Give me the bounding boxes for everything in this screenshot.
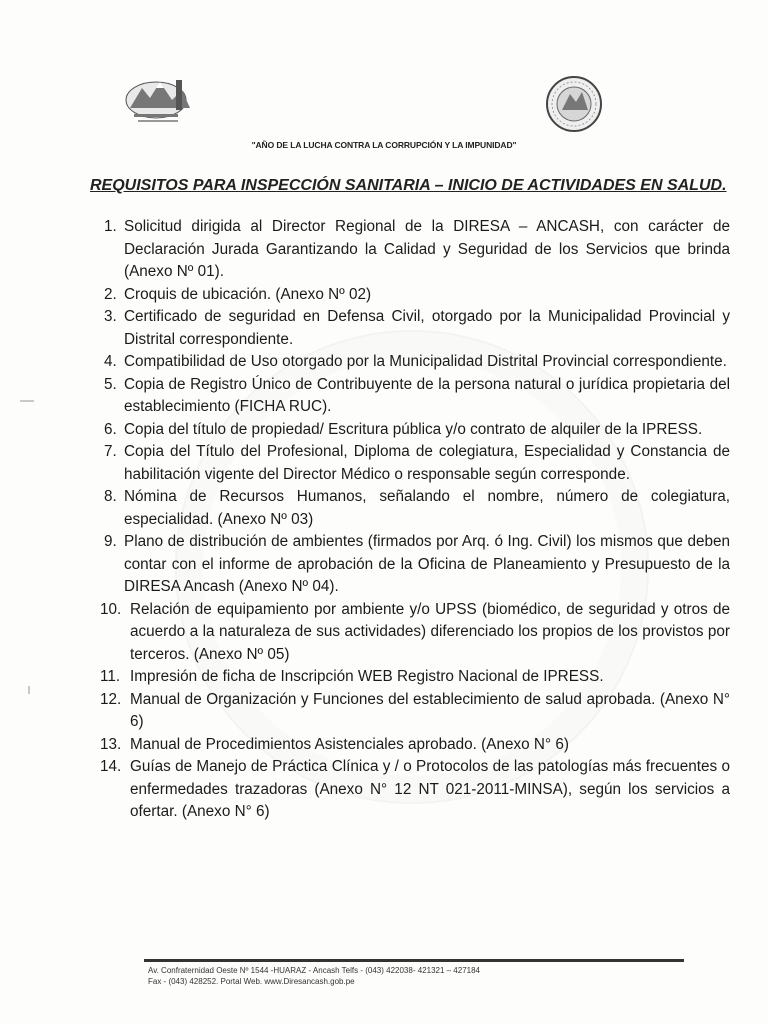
list-item	[98, 306, 730, 351]
item-number: 14.	[100, 758, 122, 775]
item-text: Relación de equipamiento por ambiente y/o UPSS (biomédico, de seguridad y otros de acuerdo a la naturaleza de sus actividades) diferenciado los propios de los provistos por terceros. (Anexo Nº 05)	[130, 600, 730, 663]
item-text: Manual de Organización y Funciones del establecimiento de salud aprobada. (Anexo N° 6)	[130, 690, 730, 730]
scan-mark	[20, 400, 34, 402]
item-text: Manual de Procedimientos Asistenciales aprobado. (Anexo N° 6)	[130, 735, 569, 753]
item-text: Plano de distribución de ambientes (firmados por Arq. ó Ing. Civil) los mismos que deben contar con el informe de aprobación de la Oficina de Planeamiento y Presupuesto de la DIRESA Ancash (Anexo Nº 04).	[124, 533, 730, 595]
list-item	[98, 689, 730, 734]
list-item	[98, 216, 730, 284]
list-item	[98, 284, 730, 307]
item-text: Impresión de ficha de Inscripción WEB Registro Nacional de IPRESS.	[130, 668, 604, 685]
item-number: 4.	[104, 353, 117, 370]
item-text: Nómina de Recursos Humanos, señalando el nombre, número de colegiatura, especialidad. (Anexo Nº 03)	[124, 488, 730, 528]
requirements-list	[98, 216, 730, 824]
item-number: 5.	[104, 375, 117, 393]
item-number: 1.	[104, 218, 117, 235]
item-number: 8.	[104, 488, 117, 505]
item-text: Certificado de seguridad en Defensa Civil, otorgado por la Municipalidad Provincial y Distrital correspondiente.	[124, 308, 730, 348]
list-item	[98, 351, 730, 374]
health-seal-logo	[528, 74, 620, 134]
list-item	[98, 374, 730, 419]
item-number: 9.	[104, 533, 117, 550]
item-text: Croquis de ubicación. (Anexo Nº 02)	[124, 285, 372, 303]
item-number: 7.	[104, 443, 117, 460]
scan-mark	[28, 686, 30, 694]
item-number: 3.	[104, 308, 117, 325]
footer-address: Av. Confraternidad Oeste Nº 1544 -HUARAZ - Ancash Telfs - (043) 422038- 421321 – 427184	[148, 966, 481, 975]
footer-contact: Fax - (043) 428252. Portal Web. www.Diresancash.gob.pe	[148, 977, 355, 986]
item-text: Guías de Manejo de Práctica Clínica y / o Protocolos de las patologías más frecuentes o enfermedades trazadoras (Anexo N° 12 NT 021-2011-MINSA), según los servicios a ofertar. (Anexo N° 6)	[130, 758, 730, 820]
item-number: 10.	[100, 600, 122, 618]
item-text: Copia del título de propiedad/ Escritura pública y/o contrato de alquiler de la IPRESS.	[124, 420, 703, 438]
footer-divider	[144, 959, 684, 962]
item-number: 2.	[104, 285, 117, 303]
item-text: Compatibilidad de Uso otorgado por la Municipalidad Distrital Provincial correspondiente.	[124, 353, 727, 370]
item-number: 13.	[100, 735, 122, 753]
list-item	[98, 599, 730, 667]
document-title: REQUISITOS PARA INSPECCIÓN SANITARIA – INICIO DE ACTIVIDADES EN SALUD.	[90, 177, 727, 194]
item-text: Copia del Título del Profesional, Diploma de colegiatura, Especialidad y Constancia de habilitación vigente del Director Médico o responsable según corresponde.	[124, 443, 730, 483]
list-item	[98, 734, 730, 757]
list-item	[98, 531, 730, 599]
list-item	[98, 486, 730, 531]
list-item	[98, 666, 730, 689]
list-item	[98, 419, 730, 442]
year-motto: "AÑO DE LA LUCHA CONTRA LA CORRUPCIÓN Y LA IMPUNIDAD"	[251, 140, 517, 150]
list-item	[98, 756, 730, 824]
item-number: 11.	[100, 668, 121, 685]
item-text: Solicitud dirigida al Director Regional de la DIRESA – ANCASH, con carácter de Declaración Jurada Garantizando la Calidad y Seguridad de los Servicios que brinda (Anexo Nº 01).	[124, 218, 730, 280]
regional-government-logo	[120, 74, 200, 130]
list-item	[98, 441, 730, 486]
item-number: 12.	[100, 690, 122, 708]
item-number: 6.	[104, 420, 117, 438]
item-text: Copia de Registro Único de Contribuyente de la persona natural o jurídica propietaria del establecimiento (FICHA RUC).	[124, 375, 730, 415]
